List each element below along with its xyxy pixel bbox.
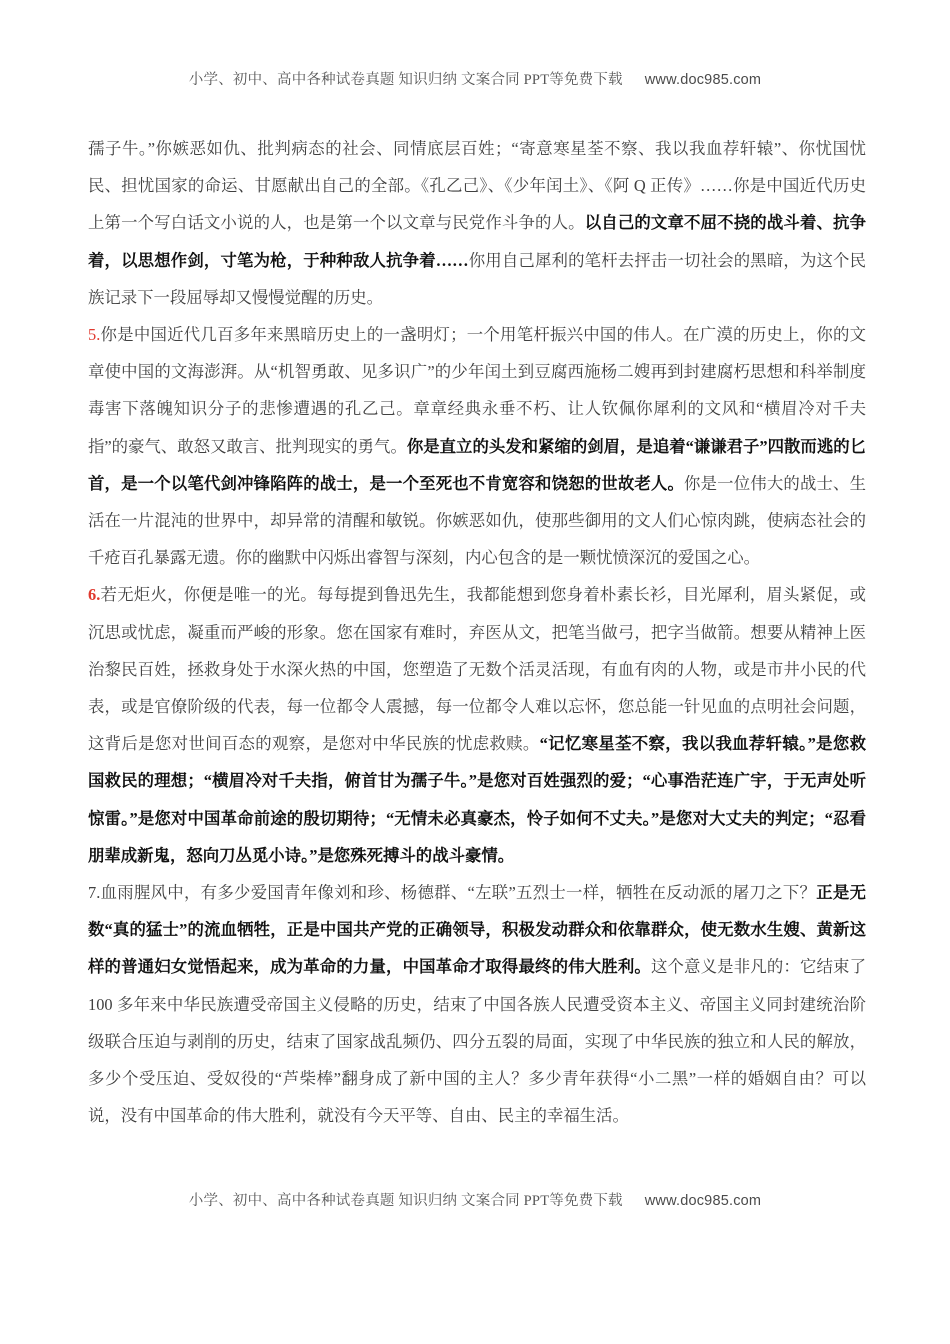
paragraph-5-bold-run: 你是直立的头发和紧缩的剑眉，是追着“谦谦君子”四散而逃的匕首，是一个以笔代剑冲锋陷阵的战士，是一个至死也不肯宽容和饶恕的世故老人。 <box>88 436 867 493</box>
paragraph-6-bold-run: “记忆寒星荃不察，我以我血荐轩辕。”是您救国救民的理想；“横眉冷对千夫指，俯首甘为孺子牛。”是您对百姓强烈的爱；“心事浩茫连广宇，于无声处听惊雷。”是您对中国革命前途的殷切期待；“无情未必真豪杰，怜子如何不丈夫。”是您对大丈夫的判定；“忍看朋辈成新鬼，怒向刀丛觅小诗。”是您殊死搏斗的战斗豪情。 <box>88 734 866 865</box>
paragraph-7-bold-run: 正是无数“真的猛士”的流血牺牲，正是中国共产党的正确领导，积极发动群众和依靠群众，使无数水生嫂、黄新这样的普通妇女觉悟起来，成为革命的力量，中国革命才取得最终的伟大胜利。 <box>88 883 866 977</box>
page-footer <box>0 1189 950 1210</box>
paragraph-continued-run-1: 孺子牛。”你嫉恶如仇、批判病态的社会、同情底层百姓；“寄意寒星荃不察、我以我血荐轩辕”、你忧国忧民、担忧国家的命运、甘愿献出自己的全部。《孔乙己》、《少年闰土》、《阿 Q 正传》……你是中国近代历史上第一个写白话文小说的人，也是第一个以文章与民党作斗争的人。 <box>88 139 866 233</box>
paragraph-6-run-1: 若无炬火，你便是唯一的光。每每提到鲁迅先生，我都能想到您身着朴素长衫，目光犀利，眉头紧促，或沉思或忧虑，凝重而严峻的形象。您在国家有难时，弃医从文，把笔当做弓，把字当做箭。想要从精神上医治黎民百姓，拯救身处于水深火热的中国，您塑造了无数个活灵活现，有血有肉的人物，或是市井小民的代表，或是官僚阶级的代表，每一位都令人震撼，每一位都令人难以忘怀，您总能一针见血的点明社会问题，这背后是您对世间百态的观察，是您对中华民族的忧虑救赎。 <box>88 585 866 754</box>
paragraph-7-run-1: 血雨腥风中，有多少爱国青年像刘和珍、杨德群、“左联”五烈士一样，牺牲在反动派的屠刀之下？ <box>100 883 817 903</box>
footer-website-url: www.doc985.com <box>644 1193 762 1209</box>
header-website-url: www.doc985.com <box>644 72 762 88</box>
paragraph-5 <box>88 316 866 576</box>
paragraph-7-marker: 7. <box>88 883 101 903</box>
page-header <box>0 68 950 89</box>
paragraph-7-run-3: 这个意义是非凡的：它结束了 100 多年来中华民族遭受帝国主义侵略的历史，结束了中国各族人民遭受资本主义、帝国主义同封建统治阶级联合压迫与剥削的历史，结束了国家战乱频仍、四分五裂的局面，实现了中华民族的独立和人民的解放，多少个受压迫、受奴役的“芦柴棒”翻身成了新中国的主人？多少青年获得“小二黑”一样的婚姻自由？可以说，没有中国革命的伟大胜利，就没有今天平等、自由、民主的幸福生活。 <box>88 957 867 1126</box>
paragraph-continued-bold-run: 以自己的文章不屈不挠的战斗着、抗争着，以思想作剑，寸笔为枪，于种种敌人抗争着…… <box>88 213 867 270</box>
paragraph-5-marker: 5. <box>88 325 101 345</box>
paragraph-7 <box>88 874 866 1134</box>
paragraph-5-run-3: 你是一位伟大的战士、生活在一片混沌的世界中，却异常的清醒和敏锐。你嫉恶如仇，使那些御用的文人们心惊肉跳，使病态社会的千疮百孔暴露无遗。你的幽默中闪烁出睿智与深刻，内心包含的是一颗忧愤深沉的爱国之心。 <box>88 473 867 568</box>
paragraph-continued-run-3: 你用自己犀利的笔杆去抨击一切社会的黑暗，为这个民族记录下一段屈辱却又慢慢觉醒的历史。 <box>88 250 867 307</box>
paragraph-6-marker: 6. <box>88 585 101 605</box>
footer-promo-text: 小学、初中、高中各种试卷真题 知识归纳 文案合同 PPT等免费下载 <box>188 1193 623 1209</box>
header-promo-text: 小学、初中、高中各种试卷真题 知识归纳 文案合同 PPT等免费下载 <box>188 72 623 88</box>
paragraph-6 <box>88 576 866 874</box>
paragraph-continued <box>88 130 866 316</box>
document-body <box>88 130 866 1134</box>
paragraph-5-run-1: 你是中国近代几百多年来黑暗历史上的一盏明灯；一个用笔杆振兴中国的伟人。在广漠的历史上，你的文章使中国的文海澎湃。从“机智勇敢、见多识广”的少年闰土到豆腐西施杨二嫂再到封建腐朽思想和科举制度毒害下落魄知识分子的悲惨遭遇的孔乙己。章章经典永垂不朽、让人钦佩你犀利的文风和“横眉冷对千夫指”的豪气、敢怒又敢言、批判现实的勇气。 <box>88 325 866 456</box>
